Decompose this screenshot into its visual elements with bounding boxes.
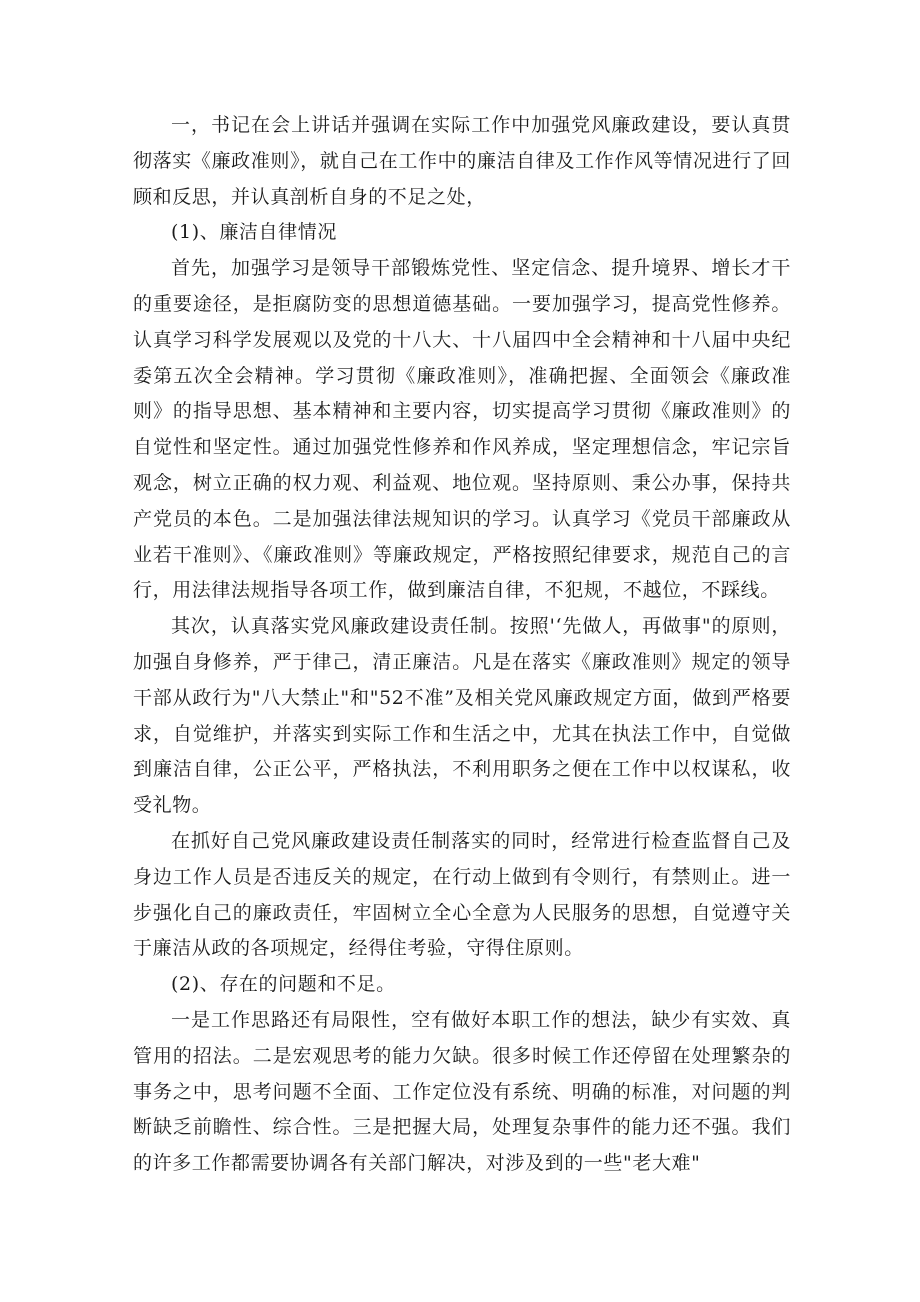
section-heading-problems: (2)、存在的问题和不足。	[171, 973, 396, 996]
document-page	[133, 108, 791, 1182]
body-paragraph-supervision: 在抓好自己党风廉政建设责任制落实的同时，经常进行检查监督自己及身边工作人员是否违反关的规定，在行动上做到有令则行，有禁则止。进一步强化自己的廉政责任，牢固树立全心全意为人民服务的思想，自觉遵守关于廉洁从政的各项规定，经得住考验，守得住原则。	[133, 829, 791, 960]
section-heading-integrity: (1)、廉洁自律情况	[171, 221, 337, 244]
body-paragraph-responsibility: 其次，认真落实党风廉政建设责任制。按照'‘先做人，再做事"的原则，加强自身修养，严于律己，清正廉洁。凡是在落实《廉政准则》规定的领导干部从政行为"八大禁止"和"52不准”及相关党风廉政规定方面，做到严格要求，自觉维护，并落实到实际工作和生活之中，尤其在执法工作中，自觉做到廉洁自律，公正公平，严格执法，不利用职务之便在工作中以权谋私，收受礼物。	[133, 615, 791, 817]
body-paragraph-study: 首先，加强学习是领导干部锻炼党性、坚定信念、提升境界、增长才干的重要途径，是拒腐防变的思想道德基础。一要加强学习，提高党性修养。认真学习科学发展观以及党的十八大、十八届四中全会精神和十八届中央纪委第五次全会精神。学习贯彻《廉政准则》，准确把握、全面领会《廉政准则》的指导思想、基本精神和主要内容，切实提高学习贯彻《廉政准则》的自觉性和坚定性。通过加强党性修养和作风养成，坚定理想信念，牢记宗旨观念，树立正确的权力观、利益观、地位观。坚持原则、秉公办事，保持共产党员的本色。二是加强法律法规知识的学习。认真学习《党员干部廉政从业若干准则》、《廉政准则》等廉政规定，严格按照纪律要求，规范自己的言行，用法律法规指导各项工作，做到廉洁自律，不犯规，不越位，不踩线。	[133, 257, 791, 602]
body-paragraph-problems: 一是工作思路还有局限性，空有做好本职工作的想法，缺少有实效、真管用的招法。二是宏观思考的能力欠缺。很多时候工作还停留在处理繁杂的事务之中，思考问题不全面、工作定位没有系统、明确的标准，对问题的判断缺乏前瞻性、综合性。三是把握大局，处理复杂事件的能力还不强。我们的许多工作都需要协调各有关部门解决，对涉及到的一些"老大难"	[133, 1008, 791, 1175]
intro-paragraph: 一，书记在会上讲话并强调在实际工作中加强党风廉政建设，要认真贯彻落实《廉政准则》，就自己在工作中的廉洁自律及工作作风等情况进行了回顾和反思，并认真剖析自身的不足之处，	[133, 114, 791, 208]
